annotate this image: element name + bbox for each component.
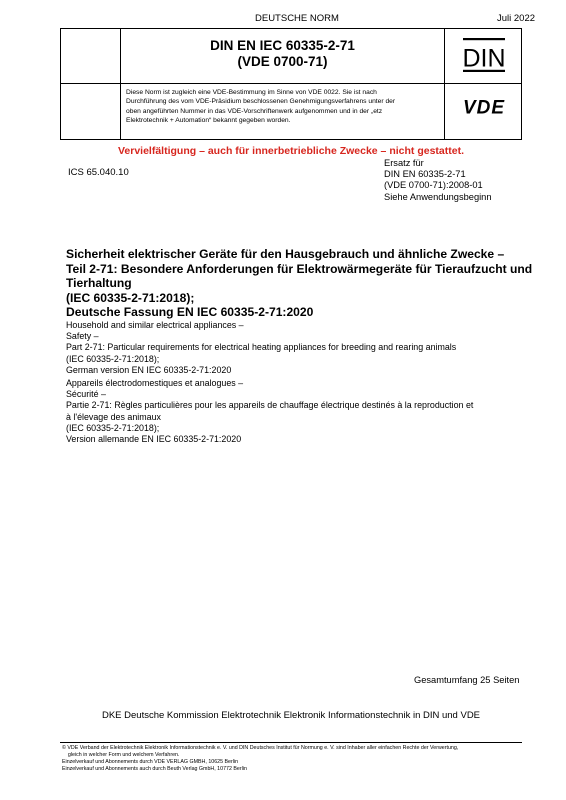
title-block-divider-horizontal (60, 83, 522, 84)
copyright-footer (62, 745, 524, 773)
french-title (66, 378, 522, 445)
footer-line: Einzelverkauf und Abonnements auch durch Beuth Verlag GmbH, 10772 Berlin (62, 766, 247, 773)
document-type-label: DEUTSCHE NORM (255, 13, 339, 24)
standard-number-line: DIN EN IEC 60335-2-71 (210, 38, 355, 53)
note-line: Durchführung des vom VDE-Präsidium beschlossenen Genehmigungsverfahrens unter der (126, 98, 396, 106)
german-title-line: Sicherheit elektrischer Geräte für den Hausgebrauch und ähnliche Zwecke – (66, 247, 505, 261)
vde-regulation-note (126, 88, 438, 126)
replacement-line: Ersatz für (384, 158, 424, 168)
note-line: Diese Norm ist zugleich eine VDE-Bestimmung im Sinne von VDE 0022. Sie ist nach (126, 89, 377, 96)
standard-number (121, 38, 444, 70)
english-title (66, 320, 516, 376)
publication-date: Juli 2022 (497, 13, 536, 24)
replacement-line: Siehe Anwendungsbeginn (384, 191, 492, 202)
replacement-line: (VDE 0700-71):2008-01 (384, 180, 483, 191)
german-title-line: Deutsche Fassung EN IEC 60335-2-71:2020 (66, 305, 314, 320)
english-title-line: German version EN IEC 60335-2-71:2020 (66, 364, 232, 375)
footer-line: Einzelverkauf und Abonnements durch VDE VERLAG GMBH, 10625 Berlin (62, 759, 239, 766)
footer-line: gleich in welcher Form und welchem Verfahren. (62, 752, 180, 759)
french-title-line: Partie 2-71: Règles particulières pour les appareils de chauffage électrique destinés à la reproduction et (66, 400, 474, 411)
german-title (66, 247, 533, 320)
vde-number-line: (VDE 0700-71) (237, 54, 328, 69)
vde-logo (454, 98, 514, 115)
french-title-line: Version allemande EN IEC 60335-2-71:2020 (66, 434, 242, 445)
din-logo-text: DIN (462, 44, 506, 73)
committee-name: DKE Deutsche Kommission Elektrotechnik Elektronik Informationstechnik in DIN und VDE (101, 710, 481, 721)
vde-logo-text: VDE (462, 98, 506, 115)
german-title-line: Tierhaltung (66, 276, 132, 291)
replacement-info (384, 158, 524, 203)
german-title-line: (IEC 60335-2-71:2018); (66, 290, 195, 305)
english-title-line: Part 2-71: Particular requirements for electrical heating appliances for breeding and rearing animals (66, 342, 457, 353)
english-title-line: Household and similar electrical appliances – (66, 320, 244, 330)
footer-divider (60, 742, 522, 743)
french-title-line: Appareils électrodomestiques et analogues – (66, 378, 244, 388)
replacement-line: DIN EN 60335-2-71 (384, 169, 466, 180)
note-line: Elektrotechnik + Automation“ bekannt gegeben worden. (126, 117, 291, 125)
copy-restriction-warning: Vervielfältigung – auch für innerbetriebliche Zwecke – nicht gestattet. (117, 145, 464, 157)
title-block-divider-right (444, 28, 445, 140)
english-title-line: Safety – (66, 331, 99, 342)
french-title-line: à l'élevage des animaux (66, 411, 161, 422)
din-logo (462, 37, 506, 73)
german-title-line: Teil 2-71: Besondere Anforderungen für Elektrowärmegeräte für Tieraufzucht und (66, 261, 533, 276)
note-line: oben angeführten Nummer in das VDE-Vorschriftenwerk aufgenommen und in der „etz (126, 107, 383, 115)
french-title-line: (IEC 60335-2-71:2018); (66, 422, 160, 433)
french-title-line: Sécurité – (66, 389, 106, 400)
total-pages: Gesamtumfang 25 Seiten (414, 675, 520, 685)
footer-line: © VDE Verband der Elektrotechnik Elektronik Informationstechnik e. V. und DIN Deutsches Institut für Normung e. V. sind Inhaber aller einfachen Rechte der Verwertung, (62, 745, 459, 751)
english-title-line: (IEC 60335-2-71:2018); (66, 353, 160, 364)
ics-code: ICS 65.040.10 (68, 167, 129, 178)
